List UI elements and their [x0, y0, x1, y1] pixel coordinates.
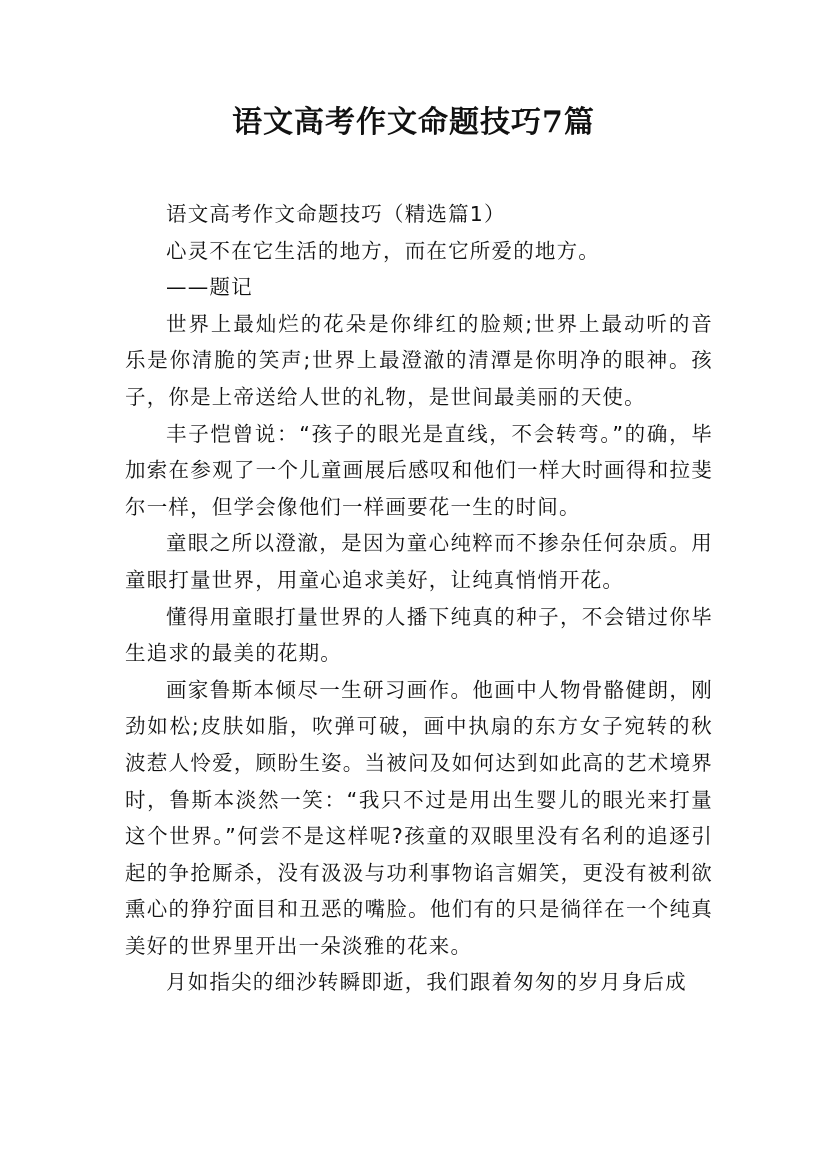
section-heading: 语文高考作文命题技巧（精选篇1） — [166, 202, 506, 226]
body-paragraph: 懂得用童眼打量世界的人播下纯真的种子，不会错过你毕生追求的最美的花期。 — [125, 604, 713, 666]
body-paragraph: 丰子恺曾说：“孩子的眼光是直线，不会转弯。”的确，毕加索在参观了一个儿童画展后感叹和他们一样大时画得和拉斐尔一样，但学会像他们一样画要花一生的时间。 — [125, 421, 713, 519]
body-paragraph: 月如指尖的细沙转瞬即逝，我们跟着匆匆的岁月身后成 — [166, 970, 687, 995]
body-paragraph: 童眼之所以澄澈，是因为童心纯粹而不掺杂任何杂质。用童眼打量世界，用童心追求美好，让纯真悄悄开花。 — [125, 531, 713, 592]
document-title: 语文高考作文命题技巧7篇 — [232, 105, 595, 140]
body-paragraph: 世界上最灿烂的花朵是你绯红的脸颊;世界上最动听的音乐是你清脆的笑声;世界上最澄澈的清潭是你明净的眼神。孩子，你是上帝送给人世的礼物，是世间最美丽的天使。 — [125, 311, 713, 409]
body-paragraph: 画家鲁斯本倾尽一生研习画作。他画中人物骨骼健朗，刚劲如松;皮肤如脂，吹弹可破，画中执扇的东方女子宛转的秋波惹人怜爱，顾盼生姿。当被问及如何达到如此高的艺术境界时，鲁斯本淡然一笑：“我只不过是用出生婴儿的眼光来打量这个世界。”何尝不是这样呢?孩童的双眼里没有名利的追逐引起的争抢厮杀，没有汲汲与功利事物谄言媚笑，更没有被利欲熏心的狰狞面目和丑恶的嘴脸。他们有的只是徜徉在一个纯真美好的世界里开出一朵淡雅的花来。 — [125, 677, 713, 958]
epigraph-attribution: ——题记 — [166, 275, 253, 300]
document-body — [125, 196, 713, 1001]
epigraph-line: 心灵不在它生活的地方，而在它所爱的地方。 — [166, 238, 600, 263]
